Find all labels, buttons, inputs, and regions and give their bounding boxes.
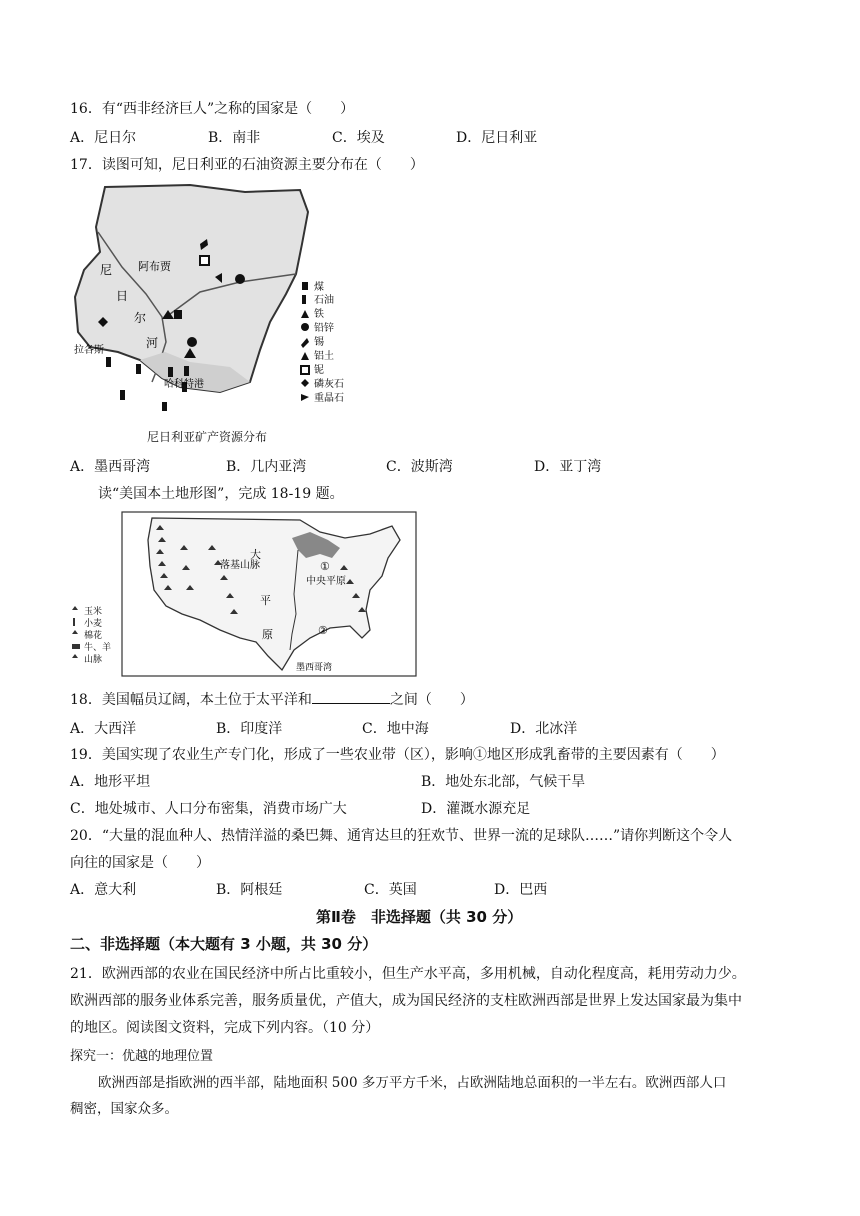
q19-option-b: B．地处东北部，气候干旱	[421, 774, 586, 790]
q16-option-c: C．埃及	[332, 130, 385, 146]
q21-line1: 21．欧洲西部的农业在国民经济中所占比重较小，但生产水平高，多用机械，自动化程度高，耗用劳动力少。	[70, 966, 746, 982]
q19-option-c: C．地处城市、人口分布密集，消费市场广大	[70, 801, 347, 817]
q17-option-b: B．几内亚湾	[226, 459, 307, 475]
legend-oil: 石油	[314, 295, 334, 306]
q20-option-a: A．意大利	[70, 882, 137, 898]
q18-stem-before: 18．美国幅员辽阔，本土位于太平洋和	[70, 692, 312, 708]
label-he: 河	[146, 336, 159, 350]
us-map-legend	[72, 605, 111, 665]
q19-option-a: A．地形平坦	[70, 774, 151, 790]
oil-symbol-2	[136, 364, 141, 374]
q18-option-c: C．地中海	[362, 721, 429, 737]
q21-para2: 稠密，国家众多。	[70, 1101, 178, 1117]
q18-option-a: A．大西洋	[70, 721, 137, 737]
lead-zinc-symbol-2	[187, 337, 197, 347]
q16-option-b: B．南非	[208, 130, 261, 146]
legend-coal: 煤	[314, 282, 324, 293]
oil-symbol-1	[106, 357, 111, 367]
legend-bauxite: 铝土	[314, 351, 334, 362]
q16-stem: 16．有“西非经济巨人”之称的国家是（ ）	[70, 101, 355, 117]
label-er: 尔	[134, 311, 147, 325]
q20-option-c: C．英国	[364, 882, 417, 898]
label-ping: 平	[260, 594, 271, 607]
legend-wheat: 小麦	[84, 619, 103, 629]
q18-option-b: B．印度洋	[216, 721, 283, 737]
oil-symbol-6	[120, 390, 125, 400]
q21-line3: 的地区。阅读图文资料，完成下列内容。（10 分）	[70, 1020, 380, 1036]
us-terrain-map	[70, 510, 420, 678]
q18-blank	[312, 689, 390, 704]
intro-18-19: 读“美国本土地形图”，完成 18-19 题。	[98, 486, 344, 502]
q17-stem: 17．读图可知，尼日利亚的石油资源主要分布在（ ）	[70, 157, 424, 173]
legend-cotton: 棉花	[84, 631, 103, 641]
legend-tin: 锡	[314, 337, 324, 348]
label-yuan: 原	[262, 628, 273, 641]
label-ni: 尼	[100, 263, 113, 277]
legend-iron: 铁	[314, 309, 324, 320]
q20-stem-line2: 向往的国家是（ ）	[70, 855, 210, 871]
label-central-plain: 中央平原	[306, 576, 346, 587]
label-lagos: 拉各斯	[74, 345, 104, 356]
coal-symbol	[174, 310, 182, 319]
legend-mountains: 山脉	[84, 655, 103, 665]
legend-barite: 重晶石	[314, 393, 344, 404]
section2-title: 第Ⅱ卷 非选择题（共 30 分）	[316, 908, 523, 926]
q21-line2: 欧洲西部的服务业体系完善，服务质量优，产值大，成为国民经济的支柱欧洲西部是世界上发达国家最为集中	[70, 993, 742, 1009]
q19-stem: 19．美国实现了农业生产专门化，形成了一些农业带（区），影响①地区形成乳畜带的主要因素有（ ）	[70, 747, 725, 763]
label-abuja: 阿布贾	[138, 260, 171, 273]
label-ri: 日	[116, 289, 129, 303]
label-da: 大	[250, 548, 261, 561]
q20-stem-line1: 20．“大量的混血种人、热情洋溢的桑巴舞、通宵达旦的狂欢节、世界一流的足球队……”请你判断这个令人	[70, 828, 733, 844]
q17-option-a: A．墨西哥湾	[70, 459, 151, 475]
label-rocky-mountains: 落基山脉	[220, 560, 260, 571]
q20-option-b: B．阿根廷	[216, 882, 283, 898]
niobium-symbol	[200, 256, 209, 265]
q21-para1: 欧洲西部是指欧洲的西半部，陆地面积 500 多万平方千米，占欧洲陆地总面积的一半左右。欧洲西部人口	[98, 1075, 727, 1091]
q18-option-d: D．北冰洋	[510, 721, 578, 737]
oil-symbol-7	[162, 402, 167, 411]
label-port-harcourt: 哈科特港	[164, 379, 204, 390]
nigeria-resource-map	[70, 182, 360, 412]
q16-option-d: D．尼日利亚	[456, 130, 538, 146]
legend-cattle: 牛、羊	[84, 643, 112, 653]
legend-corn: 玉米	[84, 607, 103, 617]
map-legend	[301, 280, 344, 404]
q20-option-d: D．巴西	[494, 882, 548, 898]
legend-phosphate: 磷灰石	[314, 379, 344, 390]
label-region-1: ①	[320, 560, 330, 573]
legend-lead-zinc: 铅锌	[314, 323, 334, 334]
q17-option-d: D．亚丁湾	[534, 459, 602, 475]
legend-niobium: 铌	[314, 365, 324, 376]
q19-option-d: D．灌溉水源充足	[421, 801, 531, 817]
q18-stem-after: 之间（ ）	[389, 692, 474, 708]
label-region-2: ②	[318, 624, 328, 637]
q17-option-c: C．波斯湾	[386, 459, 453, 475]
q21-explore1: 探究一：优越的地理位置	[70, 1049, 214, 1064]
part2-heading: 二、非选择题（本大题有 3 小题，共 30 分）	[70, 935, 378, 953]
oil-symbol-3	[168, 367, 173, 377]
lead-zinc-symbol	[235, 274, 245, 284]
q18-stem	[70, 689, 474, 709]
label-gulf-of-mexico: 墨西哥湾	[296, 663, 333, 673]
nigeria-map-caption: 尼日利亚矿产资源分布	[147, 430, 268, 444]
oil-symbol-4	[184, 366, 189, 376]
q16-option-a: A．尼日尔	[70, 130, 137, 146]
